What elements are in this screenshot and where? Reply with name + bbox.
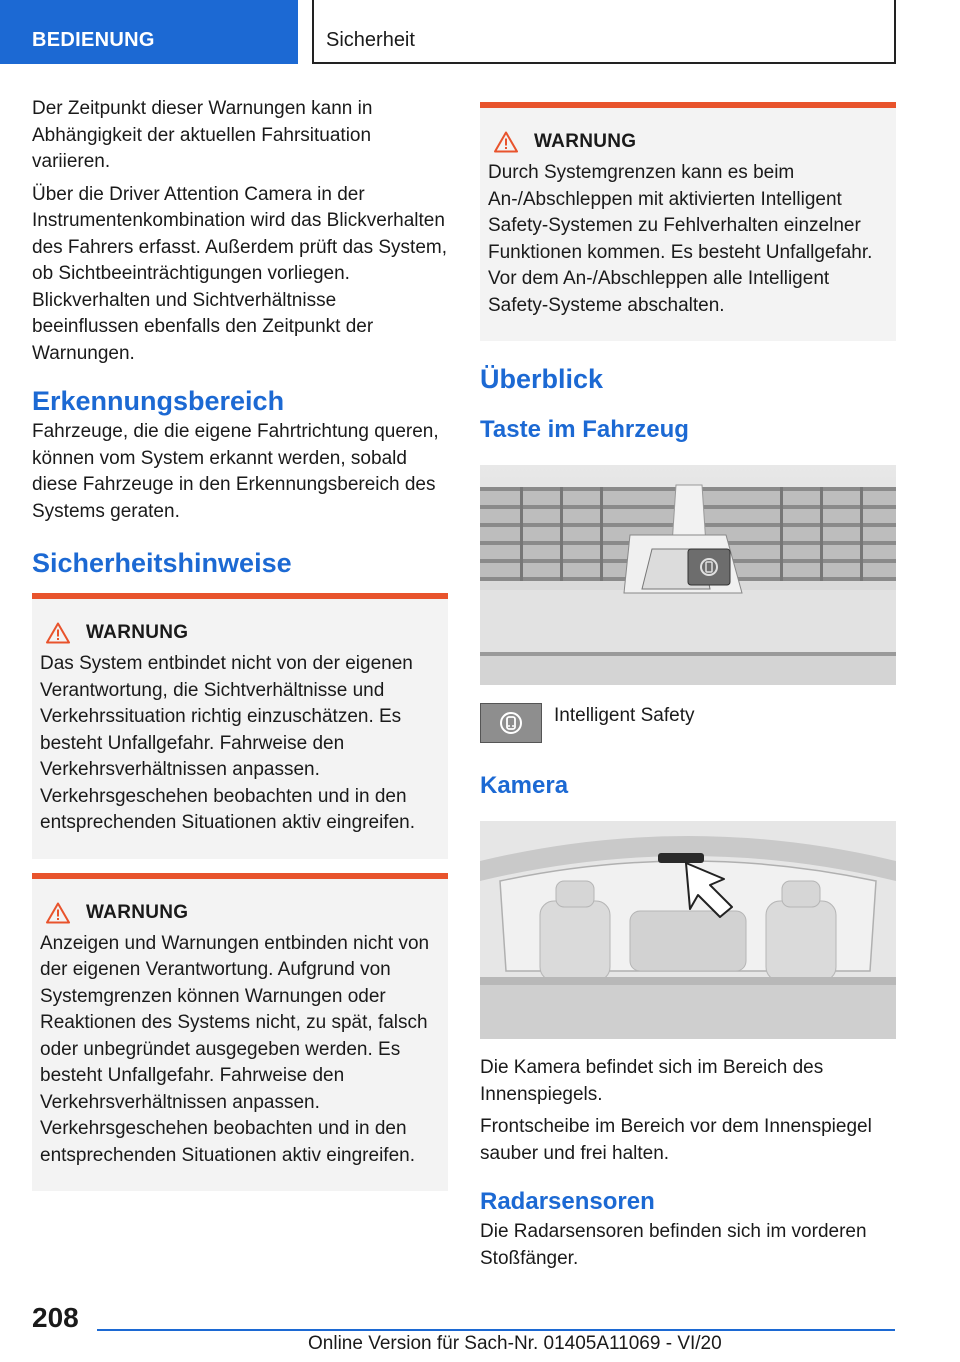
- kamera-paragraph-1: Die Kamera befindet sich im Bereich des Innenspiegels.: [480, 1057, 824, 1105]
- radar-text: Die Radarsensoren befinden sich im vorderen Stoßfänger.: [480, 1221, 867, 1269]
- camera-illustration: [480, 821, 896, 1039]
- right-column: [480, 102, 896, 1280]
- warning-text: Durch Systemgrenzen kann es beim An-/Abschleppen mit aktivierten Intelligent Safety-Systemen zu Fehlverhalten einzelner Funktionen kommen. Es besteht Unfallgefahr. Vor dem An-/Abschleppen alle Intelligent Safety-Systeme abschalten.: [488, 162, 873, 316]
- page-number: 208: [32, 1302, 79, 1333]
- intelligent-safety-icon: [496, 710, 526, 736]
- footer-divider: [97, 1329, 895, 1331]
- warning-title: WARNUNG: [534, 131, 637, 152]
- warning-text: Anzeigen und Warnungen entbinden nicht von der eigenen Verantwortung. Aufgrund von Systemgrenzen können Warnungen oder Reaktionen des Systems nicht, zu spät, falsch oder unbegründet ausgegeben werden. Es besteht Unfallgefahr. Fahrweise den Verkehrsverhältnissen anpassen. Verkehrsgeschehen beobachten und in den entsprechenden Situationen aktiv eingreifen.: [40, 932, 430, 1166]
- button-legend-row: [480, 703, 896, 743]
- warning-title: WARNUNG: [86, 901, 189, 923]
- header-chapter-tab: [312, 0, 896, 64]
- warning-triangle-icon: [494, 131, 518, 153]
- intro-paragraph-1: Der Zeitpunkt dieser Warnungen kann in Abhängigkeit der aktuellen Fahrsituation variieren.: [32, 98, 373, 172]
- warning-text: Das System entbindet nicht von der eigenen Verantwortung, die Sichtverhältnisse und Verkehrssituation richtig einzuschätzen. Es besteht Unfallgefahr. Fahrweise den Verkehrsverhältnissen anpassen. Verkehrsgeschehen beobachten und in den entsprechenden Situationen aktiv eingreifen.: [40, 653, 415, 833]
- intelligent-safety-button-icon: [480, 703, 542, 743]
- warning-box-2: [32, 873, 448, 1192]
- camera-image: [480, 821, 896, 1039]
- footer-version-text: Online Version für Sach-Nr. 01405A11069 - VI/20: [308, 1333, 722, 1354]
- heading-radarsensoren: Radarsensoren: [480, 1188, 655, 1215]
- warning-title: WARNUNG: [86, 622, 189, 643]
- intelligent-safety-label: Intelligent Safety: [554, 705, 695, 726]
- warning-box-3: [480, 102, 896, 341]
- left-column: [32, 96, 448, 1191]
- heading-sicherheitshinweise: Sicherheitshinweise: [32, 548, 292, 578]
- heading-erkennungsbereich: Erkennungsbereich: [32, 386, 285, 416]
- heading-taste-im-fahrzeug: Taste im Fahrzeug: [480, 416, 689, 443]
- erkennungsbereich-text: Fahrzeuge, die die eigene Fahrtrichtung queren, können vom System erkannt werden, sobald diese Fahrzeuge in den Erkennungsbereich des Systems geraten.: [32, 421, 439, 522]
- warning-triangle-icon: [46, 902, 70, 924]
- header-section-tab: [0, 0, 298, 64]
- warning-box-1: [32, 593, 448, 859]
- heading-kamera: Kamera: [480, 772, 569, 799]
- button-panel-image: [480, 465, 896, 685]
- heading-ueberblick: Überblick: [480, 364, 604, 394]
- header-section-label: BEDIENUNG: [32, 29, 155, 51]
- button-panel-illustration: [480, 465, 896, 685]
- intro-paragraph-2: Über die Driver Attention Camera in der Instrumentenkombination wird das Blickverhalten des Fahrers erfasst. Außerdem prüft das System, ob Sichtbeeinträchtigungen vorliegen. Blickverhalten und Sichtverhältnisse beeinflussen ebenfalls den Zeitpunkt der Warnungen.: [32, 183, 447, 364]
- header-chapter-label: Sicherheit: [326, 29, 415, 51]
- warning-triangle-icon: [46, 622, 70, 644]
- kamera-paragraph-2: Frontscheibe im Bereich vor dem Innenspiegel sauber und frei halten.: [480, 1116, 872, 1164]
